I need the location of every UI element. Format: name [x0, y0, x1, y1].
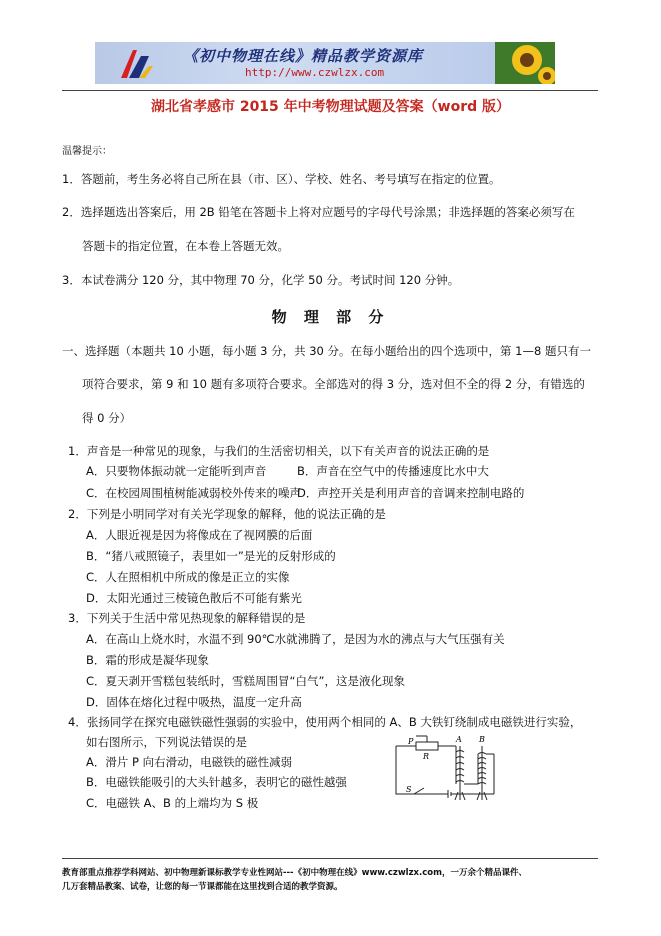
label-b: B [479, 735, 485, 744]
question-4-option-c: C．电磁铁 A、B 的上端均为 S 极 [86, 796, 259, 810]
header-banner [95, 42, 555, 84]
notice-heading: 温馨提示： [62, 146, 112, 157]
question-2-option-b: B．“猪八戒照镜子，表里如一”是光的反射形成的 [86, 549, 336, 563]
banner-url[interactable]: http://www.czwlzx.com [245, 66, 385, 79]
part-one-line-1: 一、选择题（本题共 10 小题，每小题 3 分，共 30 分。在每小题给出的四个选项中，第 1—8 题只有一 [62, 344, 591, 358]
question-3-option-a: A．在高山上烧水时，水温不到 90℃水就沸腾了，是因为水的沸点与大气压强有关 [86, 632, 505, 646]
site-logo-icon [115, 46, 155, 80]
question-3-option-b: B．霜的形成是凝华现象 [86, 653, 209, 667]
question-3-option-c: C．夏天剥开雪糕包装纸时，雪糕周围冒“白气”，这是液化现象 [86, 674, 405, 688]
notice-item-2: 2．选择题选出答案后，用 2B 铅笔在答题卡上将对应题号的字母代号涂黑；非选择题的答案必须写在 [62, 205, 575, 219]
part-one-line-3: 得 0 分） [82, 411, 132, 425]
label-s: S [406, 785, 412, 794]
question-4-option-b: B．电磁铁能吸引的大头针越多，表明它的磁性越强 [86, 775, 347, 789]
question-2-stem: 2．下列是小明同学对有关光学现象的解释，他的说法正确的是 [68, 507, 386, 521]
label-r: R [423, 752, 430, 761]
question-1-option-a: A．只要物体振动就一定能听到声音 [86, 464, 267, 478]
document-title: 湖北省孝感市 2015 年中考物理试题及答案（word 版） [150, 99, 511, 115]
question-4-option-a: A．滑片 P 向右滑动，电磁铁的磁性减弱 [86, 755, 293, 769]
section-title: 物 理 部 分 [271, 308, 390, 326]
question-3-stem: 3．下列关于生活中常见热现象的解释错误的是 [68, 611, 306, 625]
question-2-option-a: A．人眼近视是因为将像成在了视网膜的后面 [86, 528, 313, 542]
notice-item-2-continued: 答题卡的指定位置，在本卷上答题无效。 [82, 239, 289, 253]
electromagnet-circuit-diagram [390, 734, 515, 802]
header-divider [62, 90, 598, 91]
footer-line-2: 几万套精品教案、试卷，让您的每一节课都能在这里找到合适的教学资源。 [62, 882, 343, 892]
question-1-option-c: C．在校园周围植树能减弱校外传来的噪声 [86, 486, 302, 500]
notice-item-1: 1．答题前，考生务必将自己所在县（市、区）、学校、姓名、考号填写在指定的位置。 [62, 172, 501, 186]
banner-title: 《初中物理在线》精品教学资源库 [183, 47, 424, 65]
footer-divider [62, 858, 598, 859]
question-2-option-d: D．太阳光通过三棱镜色散后不可能有紫光 [86, 591, 302, 605]
part-one-line-2: 项符合要求，第 9 和 10 题有多项符合要求。全部选对的得 3 分，选对但不全的得 2 分，有错选的 [82, 377, 585, 391]
question-1-stem: 1．声音是一种常见的现象，与我们的生活密切相关，以下有关声音的说法正确的是 [68, 444, 490, 458]
question-2-option-c: C．人在照相机中所成的像是正立的实像 [86, 570, 290, 584]
question-4-stem-continued: 如右图所示，下列说法错误的是 [86, 735, 247, 749]
question-1-option-b: B．声音在空气中的传播速度比水中大 [297, 464, 489, 478]
footer-line-1: 教育部重点推荐学科网站、初中物理新课标教学专业性网站---《初中物理在线》www.czwlzx.com，一万余个精品课件、 [62, 868, 527, 878]
sunflower-icon [495, 42, 555, 84]
question-3-option-d: D．固体在熔化过程中吸热，温度一定升高 [86, 695, 302, 709]
label-a: A [456, 735, 462, 744]
notice-item-3: 3．本试卷满分 120 分，其中物理 70 分，化学 50 分。考试时间 120 分钟。 [62, 273, 460, 287]
question-1-option-d: D．声控开关是利用声音的音调来控制电路的 [297, 486, 525, 500]
question-4-stem: 4．张扬同学在探究电磁铁磁性强弱的实验中，使用两个相同的 A、B 大铁钉绕制成电磁铁进行实验， [68, 715, 582, 729]
label-p: P [408, 737, 414, 746]
